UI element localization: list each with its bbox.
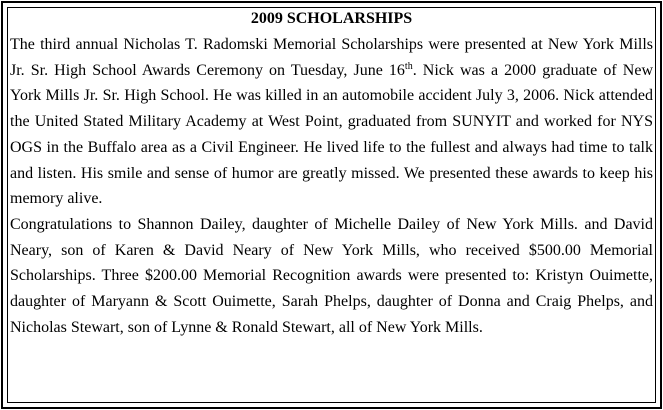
- paragraph-memorial: [10, 32, 653, 212]
- paragraph-recipients: Congratulations to Shannon Dailey, daughter of Michelle Dailey of New York Mills. and David Neary, son of Karen & David Neary of New York Mills, who received $500.00 Memorial Scholarships. Three $200.00 Memorial Recognition awards were presented to: Kristyn Ouimette, daughter of Maryann & Scott Ouimette, Sarah Phelps, daughter of Donna and Craig Phelps, and Nicholas Stewart, son of Lynne & Ronald Stewart, all of New York Mills.: [10, 215, 653, 336]
- article-title: 2009 SCHOLARSHIPS: [250, 10, 413, 27]
- paragraph-memorial-text-1: The third annual Nicholas T. Radomski Memorial Scholarships were presented at New York Mills Jr. Sr. High School Awards Ceremony on Tuesday, June 16: [10, 36, 653, 79]
- paragraph-memorial-text-2: . Nick was a 2000 graduate of New York Mills Jr. Sr. High School. He was killed in an automobile accident July 3, 2006. Nick attended the United Stated Military Academy at West Point, graduated from SUNYIT and worked for NYS OGS in the Buffalo area as a Civil Engineer. He lived life to the fullest and always had time to talk and listen. His smile and sense of humor are greatly missed. We presented these awards to keep his memory alive.: [10, 61, 653, 208]
- ordinal-suffix: th: [404, 60, 413, 72]
- article: [10, 10, 653, 340]
